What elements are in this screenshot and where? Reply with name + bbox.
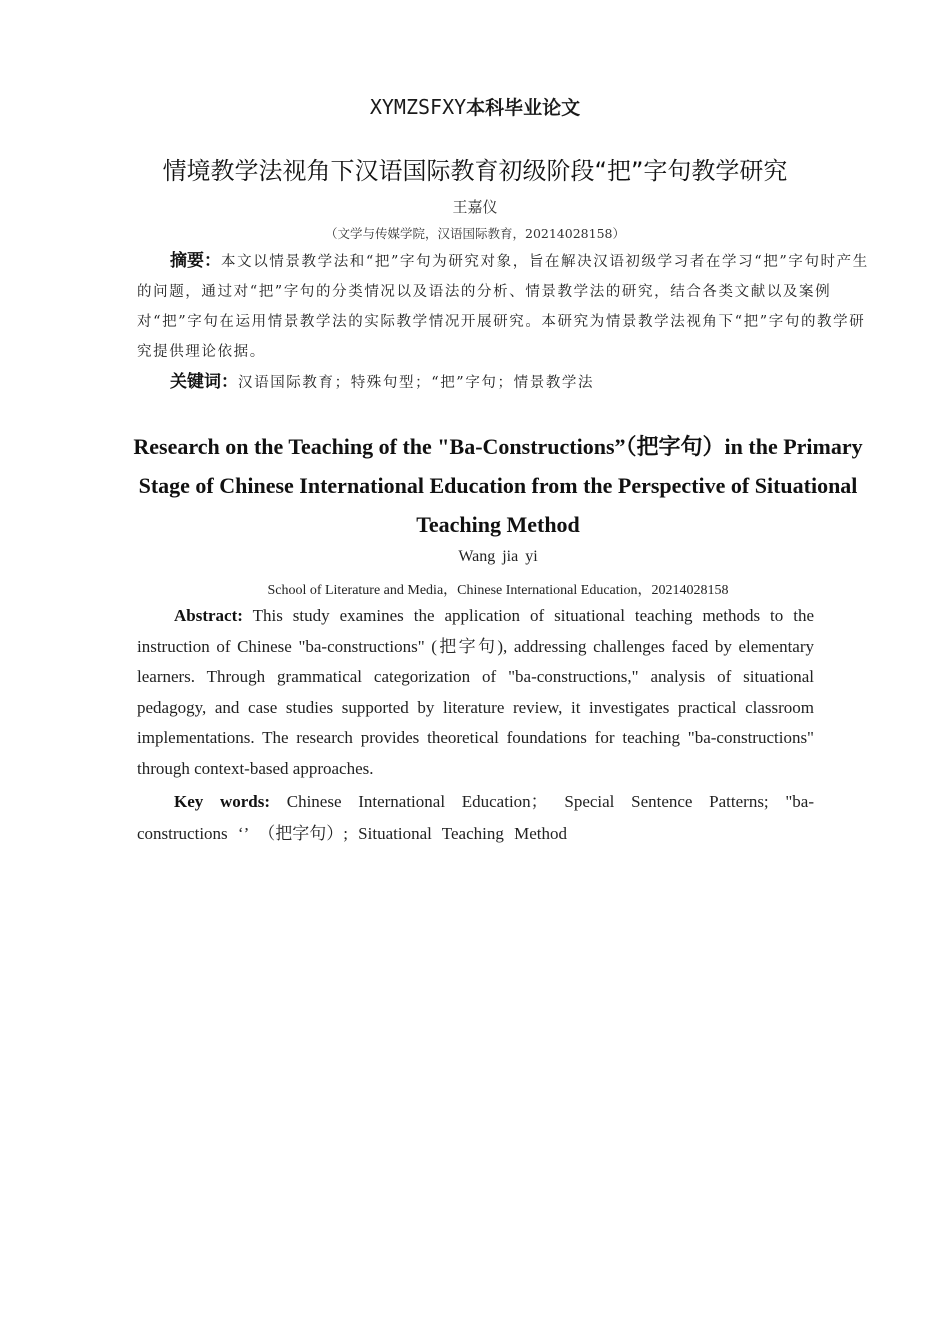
english-abstract-label: Abstract: bbox=[174, 606, 243, 625]
english-keywords-text: Chinese International Education； Special Sentence Patterns; "ba-constructions ‘’ （把字句）; Situational Teaching Method bbox=[137, 792, 815, 843]
english-keywords bbox=[137, 786, 814, 850]
chinese-abstract bbox=[137, 246, 877, 367]
chinese-abstract-text: 本文以情景教学法和“把”字句为研究对象，旨在解决汉语初级学习者在学习“把”字句时产生的问题，通过对“把”字句的分类情况以及语法的分析、情景教学法的研究，结合各类文献以及案例对“把”字句在运用情景教学法的实际教学情况开展研究。本研究为情景教学法视角下“把”字句的教学研究提供理论依据。 bbox=[137, 254, 869, 360]
school-code: XYMZSFXY bbox=[369, 95, 467, 119]
chinese-affiliation: （文学与传媒学院，汉语国际教育，20214028158） bbox=[325, 226, 625, 241]
thesis-type-label: 本科毕业论文 bbox=[466, 97, 581, 119]
chinese-keywords bbox=[170, 368, 870, 397]
chinese-title: 情境教学法视角下汉语国际教育初级阶段“把”字句教学研究 bbox=[162, 157, 788, 185]
english-abstract bbox=[137, 601, 814, 784]
chinese-keywords-text: 汉语国际教育；特殊句型；“把”字句；情景教学法 bbox=[238, 375, 595, 391]
english-title: Research on the Teaching of the "Ba-Constructions”（把字句）in the Primary Stage of Chinese International Education from the Perspective of Situational Teaching Method bbox=[133, 434, 863, 537]
english-author: Wang jia yi bbox=[458, 548, 538, 565]
english-keywords-label: Key words: bbox=[174, 792, 271, 811]
english-affiliation: School of Literature and Media，Chinese International Education，20214028158 bbox=[267, 583, 729, 598]
chinese-abstract-label: 摘要： bbox=[170, 251, 221, 271]
english-abstract-text: This study examines the application of situational teaching methods to the instruction of Chinese "ba-constructions" (把字句), addressing challenges faced by elementary learners. Through grammatical categorization of "ba-constructions," analysis of situational pedagogy, and case studies supported by literature review, it investigates practical classroom implementations. The research provides theoretical foundations for teaching "ba-constructions" through context-based approaches. bbox=[137, 606, 814, 778]
page-header bbox=[0, 93, 950, 120]
chinese-keywords-label: 关键词： bbox=[170, 372, 238, 392]
chinese-author: 王嘉仪 bbox=[452, 198, 498, 216]
